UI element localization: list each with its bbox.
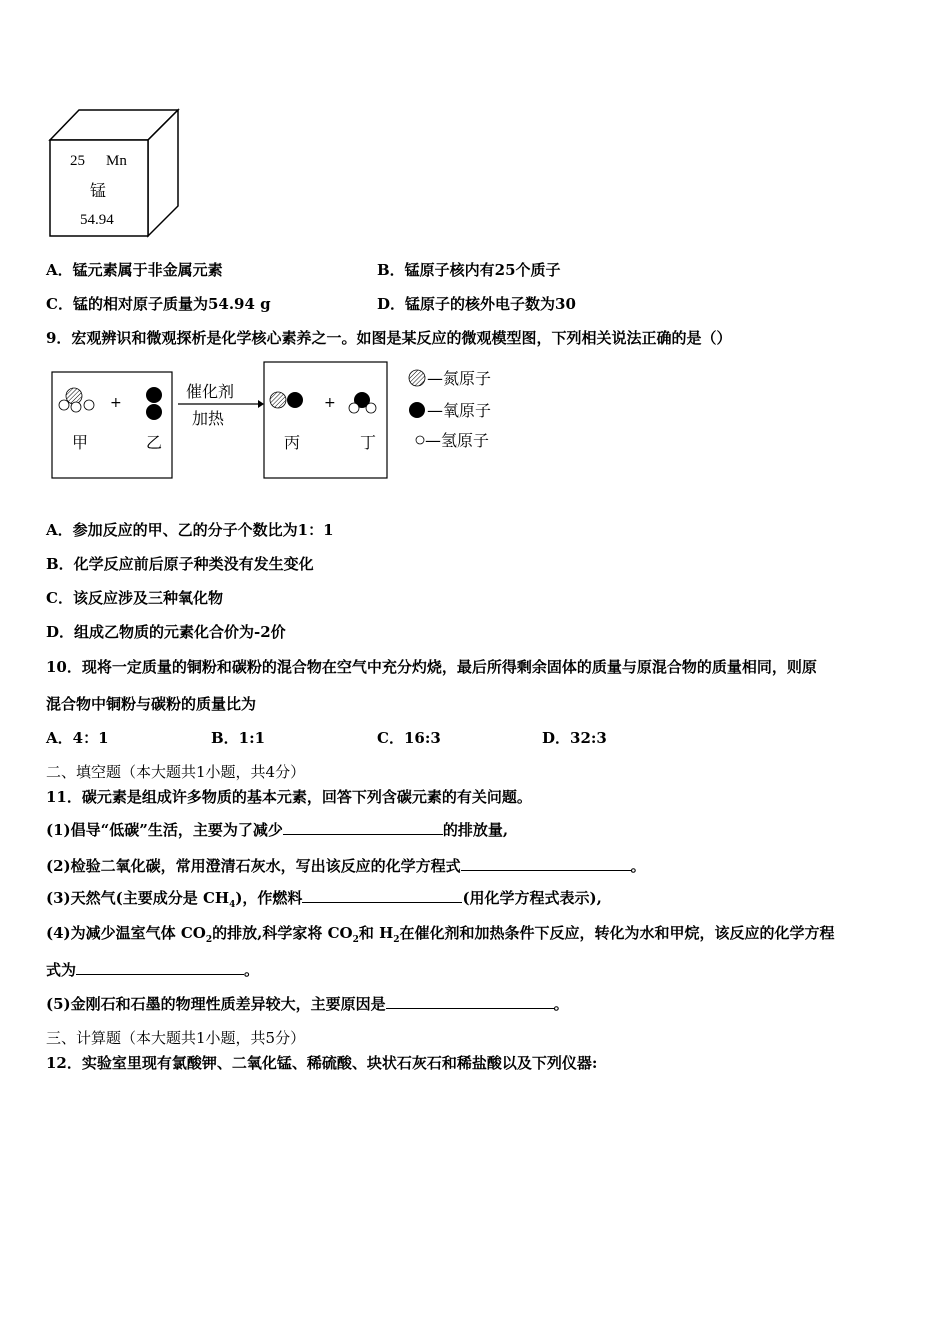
molecule-ding xyxy=(349,392,376,413)
q8-option-b: B．锰原子核内有25个质子 xyxy=(377,261,561,279)
q11-stem: 11．碳元素是组成许多物质的基本元素，回答下列含碳元素的有关问题。 xyxy=(46,788,532,806)
q8-option-c: C．锰的相对原子质量为54.94 g xyxy=(46,295,271,313)
q9-option-b: B．化学反应前后原子种类没有发生变化 xyxy=(46,555,314,573)
plus-right: + xyxy=(324,395,336,411)
q9-stem: 9．宏观辨识和微观探析是化学核心素养之一。如图是某反应的微观模型图，下列相关说法正确的是（） xyxy=(46,329,732,347)
condition-heat: 加热 xyxy=(192,409,225,428)
q10-option-a: A．4：1 xyxy=(46,729,109,747)
answer-blank-3[interactable] xyxy=(302,888,462,903)
q10-option-b: B．1:1 xyxy=(211,729,266,747)
label-bing: 丙 xyxy=(284,433,301,452)
q10-stem-line1: 10．现将一定质量的铜粉和碳粉的混合物在空气中充分灼烧，最后所得剩余固体的质量与原混合物的质量相同，则原 xyxy=(46,658,817,676)
atomic-number: 25 xyxy=(70,153,85,169)
q10-option-c: C．16:3 xyxy=(377,729,441,747)
q10-option-d: D．32:3 xyxy=(542,729,607,747)
section-calc-title: 三、计算题（本大题共1小题，共5分） xyxy=(46,1029,306,1047)
q9-option-d: D．组成乙物质的元素化合价为-2价 xyxy=(46,623,286,641)
q11-part4-cont: 式为 。 xyxy=(46,961,260,979)
label-jia: 甲 xyxy=(72,433,89,452)
section-fill-in-title: 二、填空题（本大题共1小题，共4分） xyxy=(46,763,306,781)
q11-part2: (2)检验二氧化碳，常用澄清石灰水，写出该反应的化学方程式 。 xyxy=(46,857,646,875)
q8-option-d: D．锰原子的核外电子数为30 xyxy=(377,295,576,313)
q11-part4: (4)为减少温室气体 $CO_2$的排放,科学家将 $CO_2$和 $H_2$在催化剂和加热条件下反应，转化为水和甲烷，该反应的化学方程 xyxy=(46,924,835,945)
legend-oxygen: —氧原子 xyxy=(427,401,492,420)
q10-stem-line2: 混合物中铜粉与碳粉的质量比为 xyxy=(46,695,257,713)
legend-hydrogen: —氢原子 xyxy=(425,431,490,450)
legend-nitrogen: —氮原子 xyxy=(427,369,492,388)
atomic-mass: 54.94 xyxy=(80,212,114,228)
element-name: 锰 xyxy=(90,181,107,200)
molecule-yi xyxy=(146,387,162,420)
plus-left: + xyxy=(110,395,122,411)
condition-catalyst: 催化剂 xyxy=(186,382,235,401)
reaction-diagram xyxy=(50,360,510,484)
answer-blank-5[interactable] xyxy=(386,994,554,1009)
q12-stem: 12．实验室里现有氯酸钾、二氧化锰、稀硫酸、块状石灰石和稀盐酸以及下列仪器: xyxy=(46,1054,598,1072)
label-ding: 丁 xyxy=(360,433,377,452)
molecule-jia xyxy=(59,388,94,412)
answer-blank-2[interactable] xyxy=(461,856,631,871)
q11-part3: (3)天然气(主要成分是 $CH_4$)，作燃料 (用化学方程式表示), xyxy=(46,889,602,910)
q8-option-a: A．锰元素属于非金属元素 xyxy=(46,261,223,279)
answer-blank-4[interactable] xyxy=(76,960,244,975)
q9-option-a: A．参加反应的甲、乙的分子个数比为1：1 xyxy=(46,521,334,539)
molecule-bing xyxy=(270,392,303,408)
q11-part1: (1)倡导“低碳”生活，主要为了减少 的排放量, xyxy=(46,821,509,839)
label-yi: 乙 xyxy=(146,433,163,452)
manganese-element-card xyxy=(48,108,182,240)
element-symbol: Mn xyxy=(106,153,127,169)
q9-option-c: C．该反应涉及三种氧化物 xyxy=(46,589,223,607)
q11-part5: (5)金刚石和石墨的物理性质差异较大，主要原因是 。 xyxy=(46,995,569,1013)
answer-blank-1[interactable] xyxy=(283,820,443,835)
